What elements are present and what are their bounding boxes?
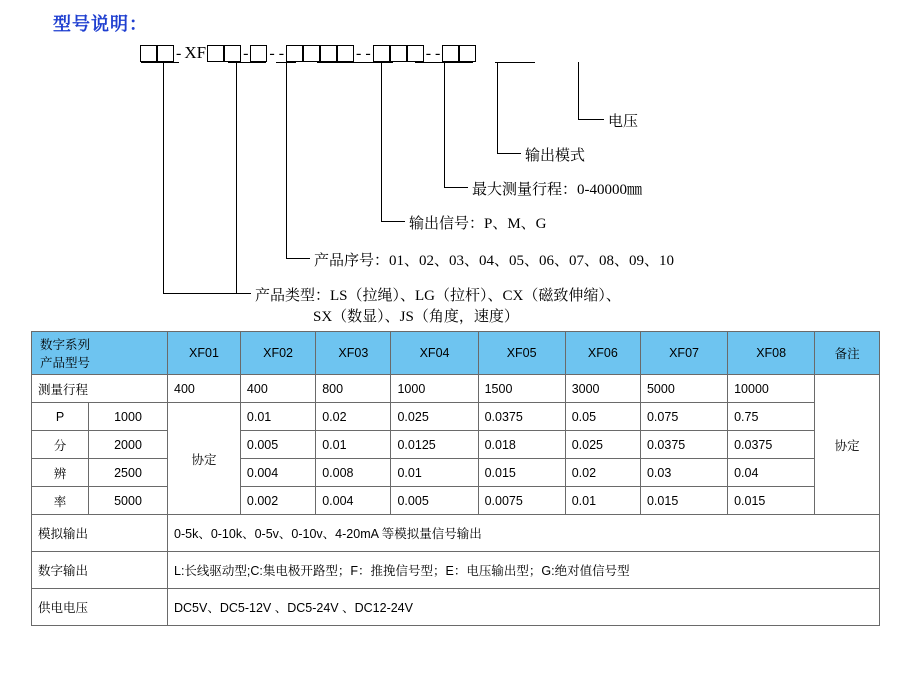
table-row-resolution-1000 xyxy=(32,403,880,431)
leader-product-type-vertical-a xyxy=(163,62,164,293)
code-dash: - xyxy=(356,44,362,62)
code-box xyxy=(390,45,407,62)
code-group-signal xyxy=(250,45,267,62)
callout-voltage: 电压 xyxy=(608,114,639,130)
res-2000-xf05: 0.018 xyxy=(478,431,565,459)
code-group-voltage xyxy=(442,45,476,62)
leader-output-mode-vertical xyxy=(497,62,498,153)
callout-product-type-line2: SX（数显）、JS（角度，速度） xyxy=(313,309,519,325)
header-cell-xf06: XF06 xyxy=(565,332,640,375)
range-xf04: 1000 xyxy=(391,375,478,403)
underline-serial xyxy=(228,62,266,63)
callout-max-range: 最大测量行程：0-40000㎜ xyxy=(472,182,642,198)
res-2000-xf08: 0.0375 xyxy=(728,431,815,459)
res-5000-xf04: 0.005 xyxy=(391,487,478,515)
spec-table-wrapper xyxy=(31,331,880,626)
res-1000-xf07: 0.075 xyxy=(640,403,727,431)
code-box xyxy=(459,45,476,62)
leader-product-type-horizontal xyxy=(163,293,251,294)
header-line1: 数字系列 xyxy=(40,338,91,352)
table-row-resolution-2000 xyxy=(32,431,880,459)
resolution-label-char-2: 辨 xyxy=(32,459,89,487)
leader-product-type-vertical-b xyxy=(236,62,237,293)
code-box xyxy=(207,45,224,62)
row-label-analog-output: 模拟输出 xyxy=(32,515,168,552)
leader-product-serial-horizontal xyxy=(286,258,310,259)
row-label-digital-output: 数字输出 xyxy=(32,552,168,589)
header-cell-xf05: XF05 xyxy=(478,332,565,375)
code-dash: - xyxy=(435,44,441,62)
leader-max-range-horizontal xyxy=(444,187,468,188)
table-row-power-supply xyxy=(32,589,880,626)
range-xf01: 400 xyxy=(168,375,241,403)
callout-product-type-line1: 产品类型：LS（拉绳）、LG（拉杆）、CX（磁致伸缩）、 xyxy=(255,288,621,304)
table-row-resolution-2500 xyxy=(32,459,880,487)
res-2000-xf03: 0.01 xyxy=(316,431,391,459)
res-2500-xf02: 0.004 xyxy=(240,459,315,487)
res-5000-xf08: 0.015 xyxy=(728,487,815,515)
res-5000-xf03: 0.004 xyxy=(316,487,391,515)
code-box xyxy=(157,45,174,62)
res-2000-xf04: 0.0125 xyxy=(391,431,478,459)
callout-output-signal: 输出信号：P、M、G xyxy=(409,216,547,232)
res-1000-xf06: 0.05 xyxy=(565,403,640,431)
resolution-sub-2500: 2500 xyxy=(89,459,168,487)
code-group-output-mode xyxy=(373,45,424,62)
row-value-analog-output: 0-5k、0-10k、0-5v、0-10v、4-20mA 等模拟量信号输出 xyxy=(168,515,880,552)
code-group-range xyxy=(286,45,354,62)
res-1000-xf02: 0.01 xyxy=(240,403,315,431)
res-2500-xf06: 0.02 xyxy=(565,459,640,487)
res-2500-xf03: 0.008 xyxy=(316,459,391,487)
range-xf02: 400 xyxy=(240,375,315,403)
code-box xyxy=(140,45,157,62)
leader-product-serial-vertical xyxy=(286,62,287,258)
leader-voltage-vertical xyxy=(578,62,579,119)
res-1000-xf03: 0.02 xyxy=(316,403,391,431)
res-2500-xf07: 0.03 xyxy=(640,459,727,487)
header-cell-xf03: XF03 xyxy=(316,332,391,375)
code-box xyxy=(303,45,320,62)
res-2000-xf07: 0.0375 xyxy=(640,431,727,459)
underline-type xyxy=(141,62,179,63)
row-label-power-supply: 供电电压 xyxy=(32,589,168,626)
res-2500-xf08: 0.04 xyxy=(728,459,815,487)
range-xf03: 800 xyxy=(316,375,391,403)
underline-voltage xyxy=(495,62,535,63)
row-label-range: 测量行程 xyxy=(32,375,168,403)
res-2500-xf04: 0.01 xyxy=(391,459,478,487)
header-cell-xf02: XF02 xyxy=(240,332,315,375)
res-5000-xf07: 0.015 xyxy=(640,487,727,515)
table-row-range xyxy=(32,375,880,403)
page-title: 型号说明： xyxy=(53,14,148,34)
res-1000-xf04: 0.025 xyxy=(391,403,478,431)
code-box xyxy=(320,45,337,62)
leader-output-signal-vertical xyxy=(381,62,382,221)
leader-voltage-horizontal xyxy=(578,119,604,120)
resolution-label-char-0: P xyxy=(32,403,89,431)
row-value-power-supply: DC5V、DC5-12V 、DC5-24V 、DC12-24V xyxy=(168,589,880,626)
code-dash: - xyxy=(425,44,432,62)
table-row-analog-output xyxy=(32,515,880,552)
code-group-type xyxy=(140,45,174,62)
range-xf08: 10000 xyxy=(728,375,815,403)
callout-product-type xyxy=(255,284,621,326)
resolution-sub-5000: 5000 xyxy=(89,487,168,515)
header-cell-xf07: XF07 xyxy=(640,332,727,375)
header-cell-xf01: XF01 xyxy=(168,332,241,375)
leader-max-range-vertical xyxy=(444,62,445,187)
code-dash: - xyxy=(278,44,285,62)
code-group-serial xyxy=(207,45,241,62)
resolution-label-char-3: 率 xyxy=(32,487,89,515)
code-dash: - xyxy=(365,44,371,62)
callout-product-serial: 产品序号：01、02、03、04、05、06、07、08、09、10 xyxy=(314,253,675,269)
row-value-digital-output: L:长线驱动型;C:集电极开路型；F：推挽信号型；E：电压输出型；G:绝对值信号型 xyxy=(168,552,880,589)
code-box xyxy=(250,45,267,62)
header-cell-xf08: XF08 xyxy=(728,332,815,375)
code-dash: - xyxy=(269,44,275,62)
code-box xyxy=(286,45,303,62)
table-row-digital-output xyxy=(32,552,880,589)
res-5000-xf05: 0.0075 xyxy=(478,487,565,515)
leader-output-signal-horizontal xyxy=(381,221,405,222)
res-2000-xf02: 0.005 xyxy=(240,431,315,459)
range-xf05: 1500 xyxy=(478,375,565,403)
code-dash: - xyxy=(243,44,249,62)
code-dash: - xyxy=(176,44,182,62)
res-2500-xf05: 0.015 xyxy=(478,459,565,487)
resolution-sub-1000: 1000 xyxy=(89,403,168,431)
table-row-resolution-5000 xyxy=(32,487,880,515)
resolution-xf01-merged: 协定 xyxy=(168,403,241,515)
header-cell-xf04: XF04 xyxy=(391,332,478,375)
header-cell-remark: 备注 xyxy=(815,332,880,375)
resolution-label-char-1: 分 xyxy=(32,431,89,459)
code-box xyxy=(224,45,241,62)
header-line2: 产品型号 xyxy=(40,356,91,370)
callout-output-mode: 输出模式 xyxy=(525,148,586,164)
code-box xyxy=(337,45,354,62)
code-box xyxy=(373,45,390,62)
res-5000-xf06: 0.01 xyxy=(565,487,640,515)
res-1000-xf08: 0.75 xyxy=(728,403,815,431)
code-text-xf: XF xyxy=(184,43,207,62)
resolution-sub-2000: 2000 xyxy=(89,431,168,459)
header-cell-product-model xyxy=(32,332,168,375)
code-box xyxy=(407,45,424,62)
spec-table xyxy=(31,331,880,626)
res-2000-xf06: 0.025 xyxy=(565,431,640,459)
range-xf07: 5000 xyxy=(640,375,727,403)
code-box xyxy=(442,45,459,62)
remark-value: 协定 xyxy=(815,375,880,515)
range-xf06: 3000 xyxy=(565,375,640,403)
res-5000-xf02: 0.002 xyxy=(240,487,315,515)
res-1000-xf05: 0.0375 xyxy=(478,403,565,431)
leader-output-mode-horizontal xyxy=(497,153,521,154)
